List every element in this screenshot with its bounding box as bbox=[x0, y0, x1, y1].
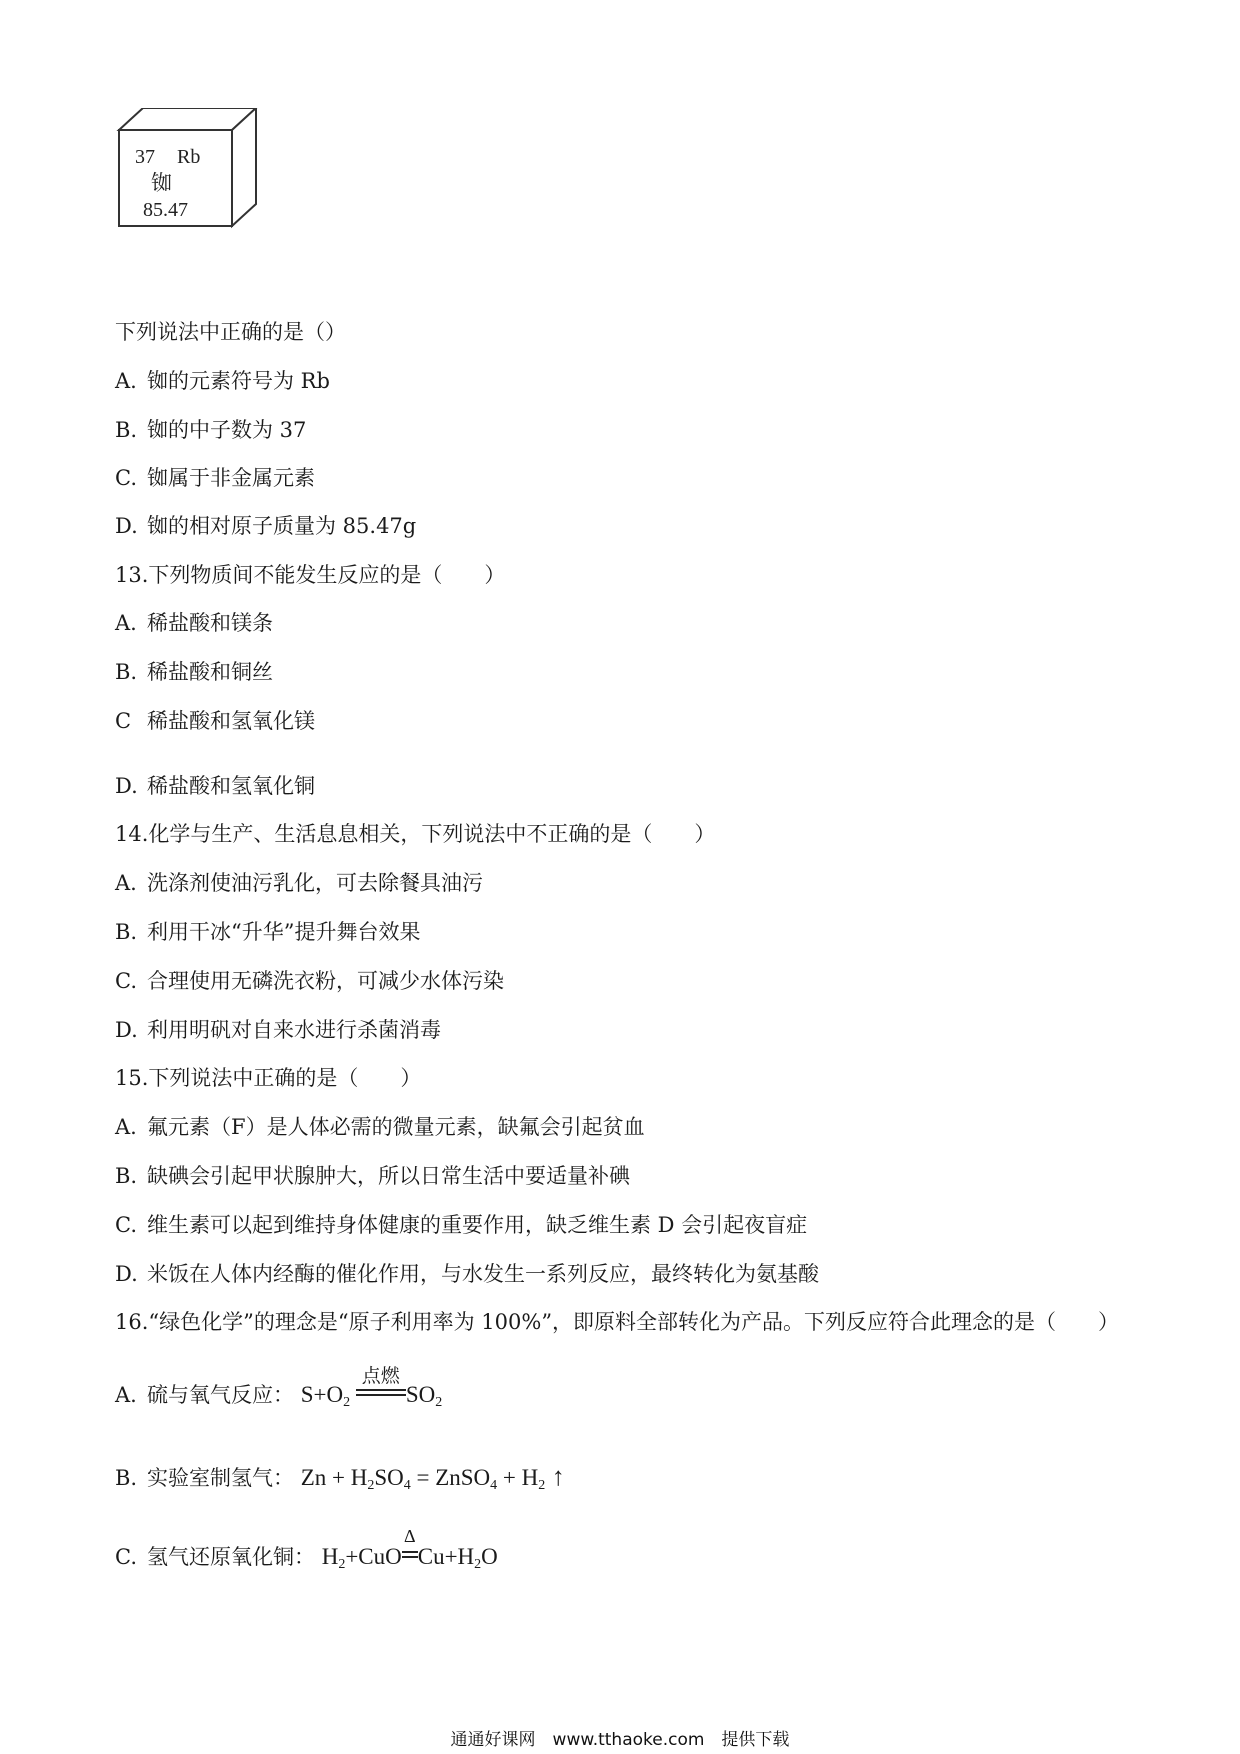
q13-option-d: D. 稀盐酸和氢氧化铜 bbox=[115, 774, 315, 798]
q15-option-d: D. 米饭在人体内经酶的催化作用，与水发生一系列反应，最终转化为氨基酸 bbox=[115, 1262, 819, 1286]
page-footer: 通通好课网 www.tthaoke.com 提供下载 bbox=[450, 1730, 790, 1750]
q14-option-b: B. 利用干冰“升华”提升舞台效果 bbox=[115, 920, 421, 944]
q12-stem: 下列说法中正确的是（） bbox=[115, 320, 346, 344]
q13-option-b: B. 稀盐酸和铜丝 bbox=[115, 660, 273, 684]
q14-stem: 14.化学与生产、生活息息相关，下列说法中不正确的是（ ） bbox=[115, 822, 716, 846]
q16-stem: 16.“绿色化学”的理念是“原子利用率为 100%”，即原料全部转化为产品。下列反应符合此理念的是（ ） bbox=[115, 1310, 1120, 1334]
q15-option-a: A. 氟元素（F）是人体必需的微量元素，缺氟会引起贫血 bbox=[115, 1115, 645, 1139]
rubidium-element-card bbox=[115, 108, 265, 248]
q15-option-c: C. 维生素可以起到维持身体健康的重要作用，缺乏维生素 D 会引起夜盲症 bbox=[115, 1213, 808, 1237]
q16-option-b: B. 实验室制氢气： $Zn + H_2SO_4$ = ZnSO$_4$ + $H_2$ ↑ bbox=[115, 1462, 565, 1493]
element-symbol: Rb bbox=[177, 146, 201, 168]
condition-ignite: 点燃 bbox=[356, 1386, 406, 1396]
equation-copper-oxide: $H_2+CuO$ Δ $Cu+H_2O$ bbox=[321, 1526, 498, 1572]
gas-arrow-icon: ↑ bbox=[545, 1462, 565, 1491]
q16-option-a: A. 硫与氧气反应： $S+O_2$ 点燃 $SO_2$ bbox=[115, 1365, 443, 1410]
equation-sulfur: $S+O_2$ 点燃 $SO_2$ bbox=[300, 1365, 443, 1410]
q16-option-c: C. 氢气还原氧化铜： $H_2+CuO$ Δ $Cu+H_2O$ bbox=[115, 1526, 498, 1572]
q14-option-a: A. 洗涤剂使油污乳化，可去除餐具油污 bbox=[115, 871, 483, 895]
q14-option-d: D. 利用明矾对自来水进行杀菌消毒 bbox=[115, 1018, 441, 1042]
atomic-number: 37 bbox=[135, 146, 155, 168]
q13-option-a: A. 稀盐酸和镁条 bbox=[115, 611, 273, 635]
q14-option-c: C. 合理使用无磷洗衣粉，可减少水体污染 bbox=[115, 969, 504, 993]
q15-option-b: B. 缺碘会引起甲状腺肿大，所以日常生活中要适量补碘 bbox=[115, 1164, 630, 1188]
element-name: 铷 bbox=[151, 171, 172, 195]
condition-heat: Δ bbox=[402, 1548, 418, 1558]
q13-option-c: C 稀盐酸和氢氧化镁 bbox=[115, 709, 315, 733]
q12-option-c: C. 铷属于非金属元素 bbox=[115, 466, 315, 490]
q12-option-b: B. 铷的中子数为 37 bbox=[115, 418, 307, 442]
q12-option-d: D. 铷的相对原子质量为 85.47g bbox=[115, 514, 417, 538]
q13-stem: 13.下列物质间不能发生反应的是（ ） bbox=[115, 563, 506, 587]
q12-option-a: A. 铷的元素符号为 Rb bbox=[115, 369, 330, 393]
q15-stem: 15.下列说法中正确的是（ ） bbox=[115, 1066, 422, 1090]
equation-hydrogen-lab: $Zn + H_2SO_4$ = ZnSO$_4$ + $H_2$ ↑ bbox=[300, 1462, 565, 1493]
atomic-mass: 85.47 bbox=[143, 199, 188, 221]
